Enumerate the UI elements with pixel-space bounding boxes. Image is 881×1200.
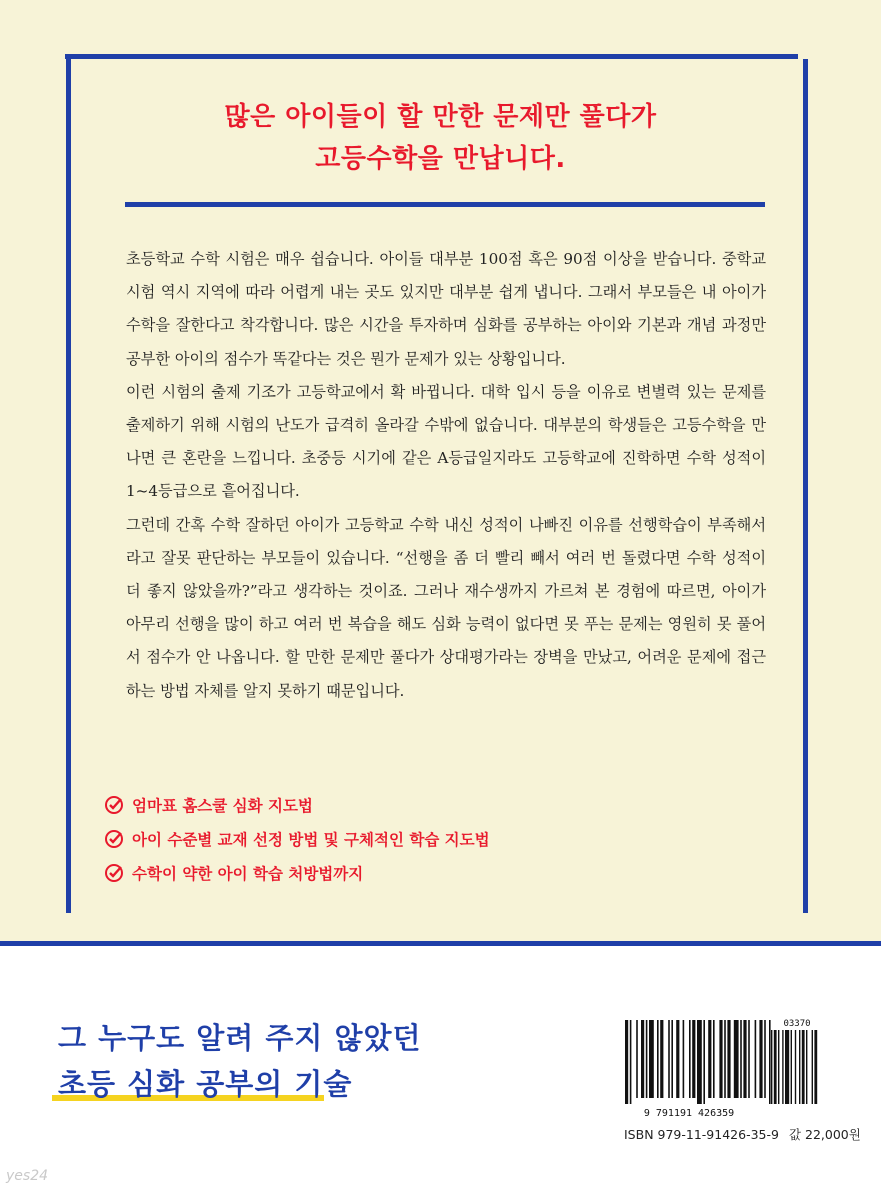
barcode-bar <box>748 1020 750 1098</box>
check-circle-icon <box>104 795 124 815</box>
checklist-item <box>104 788 490 822</box>
barcode-bar <box>764 1020 766 1098</box>
body-paragraph-3: 그런데 간혹 수학 잘하던 아이가 고등학교 수학 내신 성적이 나빠진 이유를 선행학습이 부족해서라고 잘못 판단하는 부모들이 있습니다. “선행을 좀 더 빨리 빼서 여러 번 돌렸다면 수학 성적이 더 좋지 않았을까?”라고 생각하는 것이죠. 그러나 재수생까지 가르쳐 본 경험에 따르면, 아이가 아무리 선행을 많이 하고 여러 번 복습을 해도 심화 능력이 없다면 못 푸는 문제는 영원히 못 풀어서 점수가 안 나옵니다. 할 만한 문제만 풀다가 상대평가라는 장벽을 만났고, 어려운 문제에 접근하는 방법 자체를 알지 못하기 때문입니다. <box>126 515 766 700</box>
frame-headline-underline <box>125 202 765 207</box>
barcode-bar <box>636 1020 638 1098</box>
tagline-line-1: 그 누구도 알려 주지 않았던 <box>58 1021 422 1055</box>
barcode-bar <box>713 1020 715 1098</box>
headline-line-1: 많은 아이들이 할 만한 문제만 풀다가 <box>224 102 657 132</box>
barcode-addon-bar <box>812 1030 813 1104</box>
checklist-item <box>104 856 490 890</box>
barcode-bar <box>657 1020 659 1098</box>
tagline-line-2: 초등 심화 공부의 기술 <box>58 1067 353 1101</box>
checklist-item-label: 엄마표 홈스쿨 심화 지도법 <box>132 797 313 815</box>
barcode-bar <box>668 1020 670 1098</box>
barcode-bar <box>755 1020 757 1098</box>
check-circle-icon <box>104 863 124 883</box>
checklist-item-label: 수학이 약한 아이 학습 처방법까지 <box>132 865 364 883</box>
barcode-bar <box>708 1020 711 1098</box>
barcode-bar <box>759 1020 762 1098</box>
barcode-addon-bar <box>785 1030 789 1104</box>
barcode-addon-bar <box>774 1030 777 1104</box>
barcode-bar <box>769 1020 771 1104</box>
barcode-bar <box>630 1020 632 1104</box>
barcode-bar <box>734 1020 739 1098</box>
barcode-bar <box>683 1020 685 1098</box>
barcode-addon-bar <box>791 1030 792 1104</box>
barcode-bar <box>740 1020 742 1098</box>
barcode-bar <box>703 1020 705 1104</box>
barcode-addon-bar <box>802 1030 805 1104</box>
body-paragraph-2: 이런 시험의 출제 기조가 고등학교에서 확 바뀝니다. 대학 입시 등을 이유로 변별력 있는 문제를 출제하기 위해 시험의 난도가 급격히 올라갈 수밖에 없습니다. 대부분의 학생들은 고등수학을 만나면 큰 혼란을 느낍니다. 초중등 시기에 같은 A등급일지라도 고등학교에 진학하면 수학 성적이 1~4등급으로 흩어집니다. <box>126 382 766 501</box>
barcode-bar <box>625 1020 628 1104</box>
barcode-bar <box>676 1020 679 1098</box>
barcode-addon-bar <box>771 1030 772 1104</box>
barcode-graphic <box>621 1018 821 1118</box>
barcode-addon-bar <box>778 1030 779 1104</box>
body-copy <box>126 243 766 708</box>
body-paragraph-1: 초등학교 수학 시험은 매우 쉽습니다. 아이들 대부분 100점 혹은 90점 이상을 받습니다. 중학교 시험 역시 지역에 따라 어렵게 내는 곳도 있지만 대부분 쉽게 냅니다. 그래서 부모들은 내 아이가 수학을 잘한다고 착각합니다. 많은 시간을 투자하며 심화를 공부하는 아이와 기본과 개념 과정만 공부한 아이의 점수가 똑같다는 것은 뭔가 문제가 있는 상황입니다. <box>126 250 766 368</box>
check-circle-icon <box>104 829 124 849</box>
frame-right-rule <box>803 59 808 913</box>
frame-bottom-rule <box>0 941 881 946</box>
barcode-digits: 9 791191 426359 <box>643 1108 735 1118</box>
checklist-item <box>104 822 490 856</box>
barcode-addon-bar <box>795 1030 796 1104</box>
isbn-barcode <box>621 1018 821 1118</box>
barcode-bar <box>719 1020 722 1098</box>
headline-line-2: 고등수학을 만납니다. <box>315 144 566 174</box>
price-label: 값 22,000원 <box>788 1127 861 1142</box>
barcode-bar <box>649 1020 654 1098</box>
barcode-addon-bar <box>806 1030 807 1104</box>
frame-top-rule <box>65 54 798 59</box>
barcode-bar <box>641 1020 644 1098</box>
barcode-bar <box>724 1020 726 1098</box>
barcode-bar <box>671 1020 673 1098</box>
barcode-addon-bar <box>782 1030 783 1104</box>
barcode-bar <box>646 1020 648 1098</box>
barcode-bar <box>727 1020 730 1098</box>
seller-watermark: yes24 <box>6 1168 49 1184</box>
barcode-addon-digits: 03370 <box>783 1019 811 1029</box>
isbn-number: ISBN 979-11-91426-35-9 <box>624 1127 779 1142</box>
feature-checklist <box>104 788 490 890</box>
barcode-addon-bar <box>799 1030 800 1104</box>
frame-left-rule <box>66 59 71 913</box>
barcode-bar <box>692 1020 695 1098</box>
barcode-bar <box>689 1020 691 1098</box>
barcode-bar <box>697 1020 702 1104</box>
barcode-addon-bar <box>814 1030 817 1104</box>
barcode-bar <box>743 1020 746 1098</box>
isbn-price-line <box>624 1125 861 1143</box>
barcode-bar <box>660 1020 663 1098</box>
checklist-item-label: 아이 수준별 교재 선정 방법 및 구체적인 학습 지도법 <box>132 831 490 849</box>
